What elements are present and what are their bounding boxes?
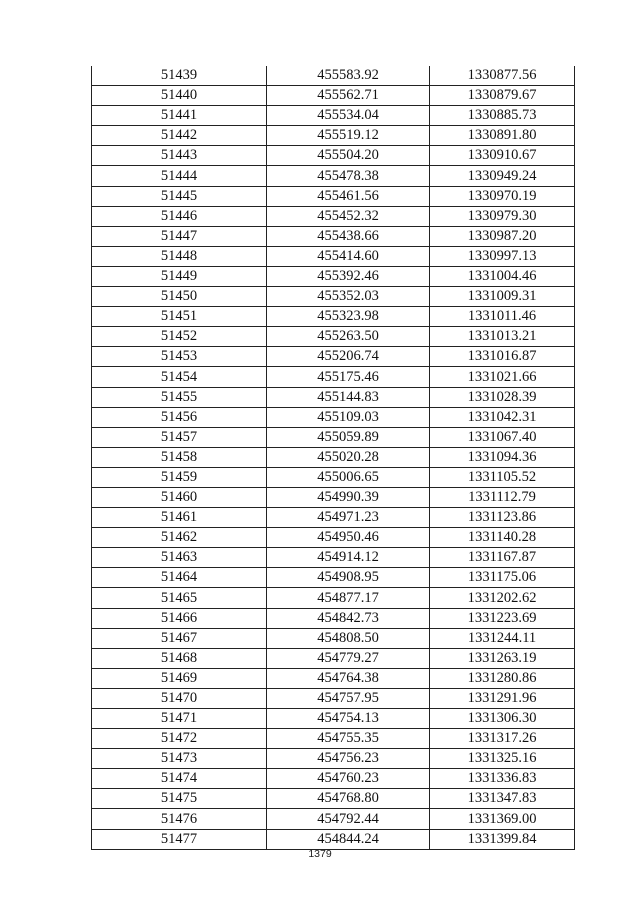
y-coordinate-cell: 1330910.67 (430, 146, 575, 166)
y-coordinate-cell: 1331175.06 (430, 568, 575, 588)
table-row (92, 628, 575, 648)
y-coordinate-cell: 1330879.67 (430, 86, 575, 106)
x-coordinate-cell: 454990.39 (267, 487, 430, 507)
y-coordinate-cell: 1331140.28 (430, 528, 575, 548)
x-coordinate-cell: 454792.44 (267, 809, 430, 829)
point-id-cell: 51451 (92, 307, 267, 327)
x-coordinate-cell: 454844.24 (267, 829, 430, 849)
x-coordinate-cell: 455109.03 (267, 407, 430, 427)
y-coordinate-cell: 1330949.24 (430, 166, 575, 186)
point-id-cell: 51442 (92, 126, 267, 146)
point-id-cell: 51463 (92, 548, 267, 568)
y-coordinate-cell: 1331009.31 (430, 287, 575, 307)
point-id-cell: 51461 (92, 508, 267, 528)
table-row (92, 769, 575, 789)
table-row (92, 347, 575, 367)
point-id-cell: 51457 (92, 427, 267, 447)
y-coordinate-cell: 1331123.86 (430, 508, 575, 528)
table-row (92, 166, 575, 186)
table-row (92, 789, 575, 809)
y-coordinate-cell: 1331325.16 (430, 749, 575, 769)
y-coordinate-cell: 1331067.40 (430, 427, 575, 447)
y-coordinate-cell: 1331016.87 (430, 347, 575, 367)
y-coordinate-cell: 1331306.30 (430, 709, 575, 729)
y-coordinate-cell: 1331013.21 (430, 327, 575, 347)
x-coordinate-cell: 455059.89 (267, 427, 430, 447)
point-id-cell: 51460 (92, 487, 267, 507)
point-id-cell: 51449 (92, 266, 267, 286)
y-coordinate-cell: 1331094.36 (430, 447, 575, 467)
y-coordinate-cell: 1331317.26 (430, 729, 575, 749)
y-coordinate-cell: 1331244.11 (430, 628, 575, 648)
table-row (92, 327, 575, 347)
point-id-cell: 51448 (92, 246, 267, 266)
table-row (92, 608, 575, 628)
x-coordinate-cell: 454754.13 (267, 709, 430, 729)
y-coordinate-cell: 1330877.56 (430, 66, 575, 86)
point-id-cell: 51459 (92, 467, 267, 487)
y-coordinate-cell: 1331263.19 (430, 648, 575, 668)
point-id-cell: 51458 (92, 447, 267, 467)
point-id-cell: 51445 (92, 186, 267, 206)
point-id-cell: 51450 (92, 287, 267, 307)
point-id-cell: 51477 (92, 829, 267, 849)
x-coordinate-cell: 455478.38 (267, 166, 430, 186)
x-coordinate-cell: 454877.17 (267, 588, 430, 608)
point-id-cell: 51465 (92, 588, 267, 608)
point-id-cell: 51473 (92, 749, 267, 769)
x-coordinate-cell: 455438.66 (267, 226, 430, 246)
point-id-cell: 51444 (92, 166, 267, 186)
x-coordinate-cell: 455352.03 (267, 287, 430, 307)
table-row (92, 206, 575, 226)
x-coordinate-cell: 454764.38 (267, 668, 430, 688)
x-coordinate-cell: 454808.50 (267, 628, 430, 648)
y-coordinate-cell: 1331011.46 (430, 307, 575, 327)
x-coordinate-cell: 454971.23 (267, 508, 430, 528)
point-id-cell: 51453 (92, 347, 267, 367)
point-id-cell: 51475 (92, 789, 267, 809)
table-row (92, 588, 575, 608)
y-coordinate-cell: 1331280.86 (430, 668, 575, 688)
page-number: 1379 (308, 848, 332, 860)
x-coordinate-cell: 454768.80 (267, 789, 430, 809)
point-id-cell: 51470 (92, 688, 267, 708)
coordinate-table (91, 66, 575, 850)
x-coordinate-cell: 455452.32 (267, 206, 430, 226)
x-coordinate-cell: 455175.46 (267, 367, 430, 387)
point-id-cell: 51456 (92, 407, 267, 427)
point-id-cell: 51474 (92, 769, 267, 789)
table-row (92, 568, 575, 588)
point-id-cell: 51441 (92, 106, 267, 126)
x-coordinate-cell: 455392.46 (267, 266, 430, 286)
point-id-cell: 51439 (92, 66, 267, 86)
x-coordinate-cell: 455583.92 (267, 66, 430, 86)
point-id-cell: 51454 (92, 367, 267, 387)
point-id-cell: 51469 (92, 668, 267, 688)
table-row (92, 407, 575, 427)
y-coordinate-cell: 1331167.87 (430, 548, 575, 568)
table-row (92, 648, 575, 668)
x-coordinate-cell: 455414.60 (267, 246, 430, 266)
table-row (92, 186, 575, 206)
table-row (92, 126, 575, 146)
table-row (92, 809, 575, 829)
y-coordinate-cell: 1331028.39 (430, 387, 575, 407)
table-row (92, 709, 575, 729)
x-coordinate-cell: 454755.35 (267, 729, 430, 749)
table-body (92, 66, 575, 849)
y-coordinate-cell: 1330891.80 (430, 126, 575, 146)
y-coordinate-cell: 1331223.69 (430, 608, 575, 628)
point-id-cell: 51472 (92, 729, 267, 749)
x-coordinate-cell: 455144.83 (267, 387, 430, 407)
y-coordinate-cell: 1330970.19 (430, 186, 575, 206)
point-id-cell: 51455 (92, 387, 267, 407)
y-coordinate-cell: 1330997.13 (430, 246, 575, 266)
x-coordinate-cell: 455519.12 (267, 126, 430, 146)
y-coordinate-cell: 1330987.20 (430, 226, 575, 246)
table-row (92, 246, 575, 266)
table-row (92, 487, 575, 507)
table-row (92, 528, 575, 548)
point-id-cell: 51447 (92, 226, 267, 246)
y-coordinate-cell: 1331336.83 (430, 769, 575, 789)
x-coordinate-cell: 455534.04 (267, 106, 430, 126)
table-row (92, 307, 575, 327)
table-row (92, 427, 575, 447)
x-coordinate-cell: 455504.20 (267, 146, 430, 166)
table-row (92, 668, 575, 688)
table-row (92, 749, 575, 769)
table-row (92, 688, 575, 708)
y-coordinate-cell: 1331291.96 (430, 688, 575, 708)
point-id-cell: 51452 (92, 327, 267, 347)
point-id-cell: 51440 (92, 86, 267, 106)
table-row (92, 387, 575, 407)
x-coordinate-cell: 454779.27 (267, 648, 430, 668)
y-coordinate-cell: 1331004.46 (430, 266, 575, 286)
point-id-cell: 51471 (92, 709, 267, 729)
table-row (92, 367, 575, 387)
x-coordinate-cell: 454914.12 (267, 548, 430, 568)
point-id-cell: 51464 (92, 568, 267, 588)
x-coordinate-cell: 454950.46 (267, 528, 430, 548)
x-coordinate-cell: 454842.73 (267, 608, 430, 628)
table-row (92, 146, 575, 166)
y-coordinate-cell: 1331347.83 (430, 789, 575, 809)
table-row (92, 287, 575, 307)
table-row (92, 508, 575, 528)
table-row (92, 548, 575, 568)
x-coordinate-cell: 455562.71 (267, 86, 430, 106)
table-row (92, 266, 575, 286)
x-coordinate-cell: 454760.23 (267, 769, 430, 789)
point-id-cell: 51446 (92, 206, 267, 226)
x-coordinate-cell: 454908.95 (267, 568, 430, 588)
table-row (92, 106, 575, 126)
table-row (92, 729, 575, 749)
table-row (92, 829, 575, 849)
y-coordinate-cell: 1330979.30 (430, 206, 575, 226)
x-coordinate-cell: 455020.28 (267, 447, 430, 467)
table-row (92, 226, 575, 246)
y-coordinate-cell: 1331021.66 (430, 367, 575, 387)
table-row (92, 66, 575, 86)
point-id-cell: 51467 (92, 628, 267, 648)
y-coordinate-cell: 1331399.84 (430, 829, 575, 849)
x-coordinate-cell: 455461.56 (267, 186, 430, 206)
y-coordinate-cell: 1331112.79 (430, 487, 575, 507)
table-row (92, 86, 575, 106)
point-id-cell: 51476 (92, 809, 267, 829)
x-coordinate-cell: 455263.50 (267, 327, 430, 347)
x-coordinate-cell: 455206.74 (267, 347, 430, 367)
x-coordinate-cell: 455323.98 (267, 307, 430, 327)
point-id-cell: 51462 (92, 528, 267, 548)
y-coordinate-cell: 1330885.73 (430, 106, 575, 126)
x-coordinate-cell: 455006.65 (267, 467, 430, 487)
x-coordinate-cell: 454757.95 (267, 688, 430, 708)
point-id-cell: 51468 (92, 648, 267, 668)
y-coordinate-cell: 1331369.00 (430, 809, 575, 829)
point-id-cell: 51466 (92, 608, 267, 628)
point-id-cell: 51443 (92, 146, 267, 166)
x-coordinate-cell: 454756.23 (267, 749, 430, 769)
y-coordinate-cell: 1331202.62 (430, 588, 575, 608)
table-row (92, 447, 575, 467)
y-coordinate-cell: 1331042.31 (430, 407, 575, 427)
table-row (92, 467, 575, 487)
y-coordinate-cell: 1331105.52 (430, 467, 575, 487)
